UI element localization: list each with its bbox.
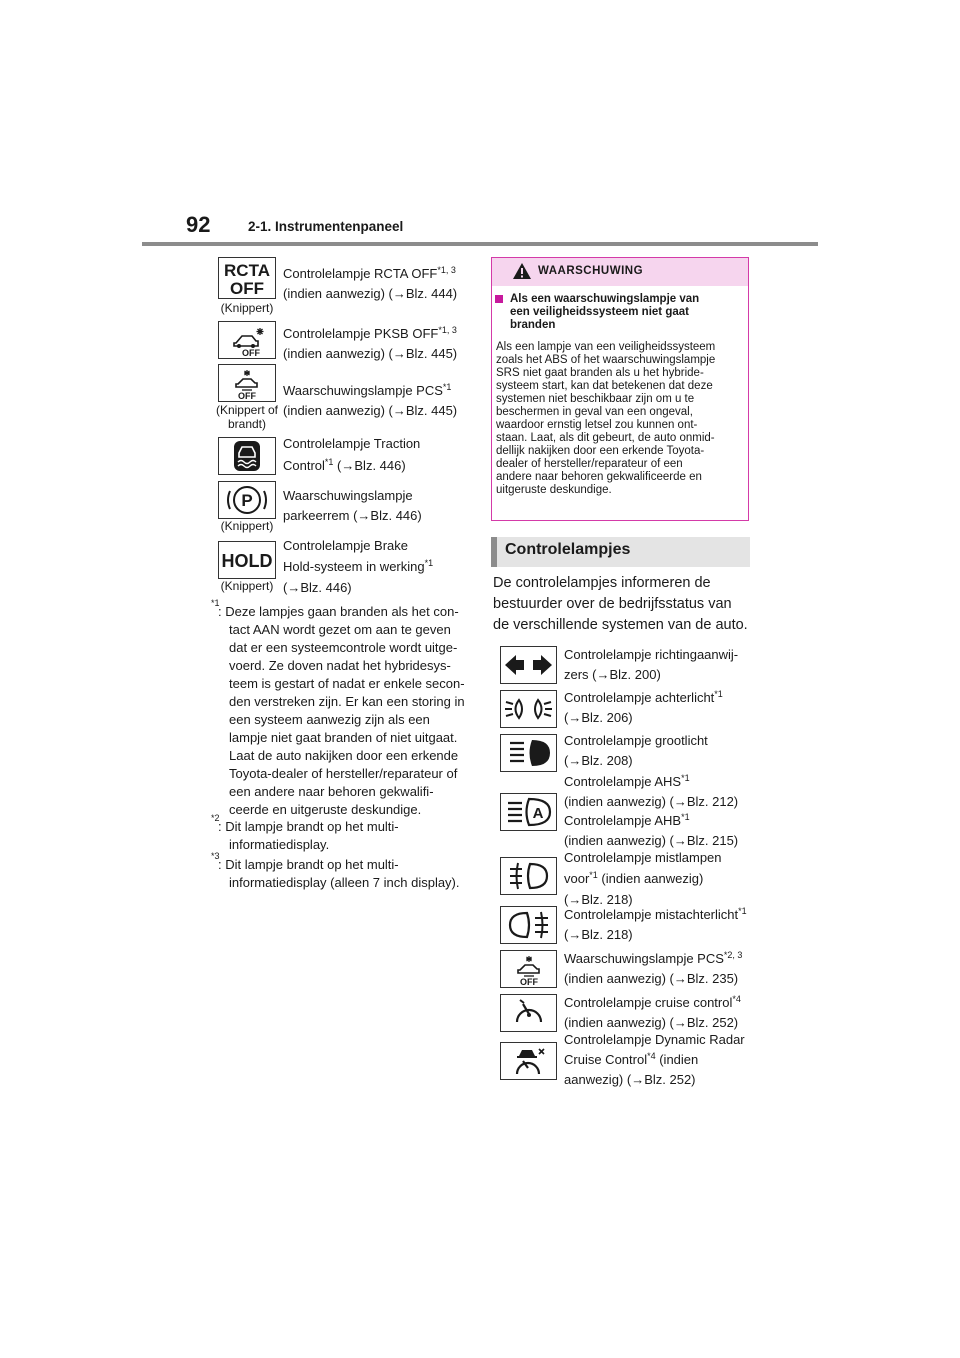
tail-light-icon <box>500 690 557 728</box>
controlelampjes-heading <box>491 537 750 567</box>
svg-text:OFF: OFF <box>242 348 260 357</box>
rcta-note: (Knippert) <box>220 301 274 315</box>
warning-heading: Als een waarschuwingslampje van een veiligheidssysteem niet gaat branden <box>510 293 700 331</box>
footnote-2: *2 : Dit lampje brandt op het multi- informatiedisplay. <box>211 813 399 852</box>
warning-bullet <box>495 295 503 303</box>
pcs-2-description: Waarschuwingslampje PCS$^{*2, 3}$ (indien aanwezig) (→Blz. 235) <box>564 950 743 986</box>
cruise-control-description: Controlelampje cruise control$^{*4}$ (indien aanwezig) (→Blz. 252) <box>564 994 741 1030</box>
radar-cruise-description: Controlelampje Dynamic Radar Cruise Control$^{*4}$ (indien aanwezig) (→Blz. 252) <box>564 1032 745 1087</box>
front-fog-description: Controlelampje mistlampen voor$^{*1}$ (indien aanwezig) (→Blz. 218) <box>564 850 722 907</box>
pcs-off-icon-2 <box>500 950 557 988</box>
radar-cruise-icon <box>500 1042 557 1080</box>
ahs-ahb-icon <box>500 793 557 831</box>
high-beam-description: Controlelampje grootlicht (→Blz. 208) <box>564 733 708 768</box>
rcta-off-icon <box>218 257 276 299</box>
warning-triangle-icon <box>512 262 532 280</box>
footnote-3: *3 : Dit lampje brandt op het multi- informatiedisplay (alleen 7 inch display). <box>211 851 460 890</box>
heading-accent <box>491 537 497 567</box>
footnote-1: *1 : Deze lampjes gaan branden als het con- tact AAN wordt gezet om aan te geven dat er een systeemcontrole wordt uitge- voerd. Ze doven nadat het hybridesys- teem is gestart of nadat er enkele secon- den verstreken zijn. Er kan een storing in een systeem aanwezig zijn als een lampje niet gaat branden of niet uitgaat. Laat de auto nakijken door een erkende Toyota-dealer of hersteller/reparateur of een andere naar behoren gekwalifi- ceerde en uitgeruste deskundige. <box>211 598 465 817</box>
traction-description: Controlelampje Traction Control$^{*1}$ (→Blz. 446) <box>283 436 421 473</box>
svg-text:OFF: OFF <box>230 279 264 297</box>
svg-text:OFF: OFF <box>520 977 538 986</box>
high-beam-icon <box>500 734 557 772</box>
brake-hold-icon <box>218 541 276 579</box>
turn-signal-description: Controlelampje richtingaanwij- zers (→Blz. 200) <box>564 647 739 682</box>
svg-text:P: P <box>241 491 253 510</box>
warning-body: Als een lampje van een veiligheidssysteem zoals het ABS of het waarschuwingslampje SRS niet gaat branden als u het hybride- systeem start, kan dat betekenen dat deze systemen niet beschikbaar zijn om u te beschermen in geval van een ongeval, waardoor ernstig letsel zou kunnen ont- staan. Laat, als dit gebeurt, de auto onmid- dellijk nakijken door een erkende Toyota- dealer of hersteller/reparateur of een andere naar behoren gekwalificeerde en uitgeruste deskundige. <box>496 341 716 496</box>
tail-light-description: Controlelampje achterlicht$^{*1}$ (→Blz. 206) <box>564 689 723 725</box>
pksb-description: Controlelampje PKSB OFF$^{*1, 3}$ (indien aanwezig) (→Blz. 445) <box>283 325 458 361</box>
pksb-off-icon <box>218 321 276 359</box>
page-number: 92 <box>186 212 211 237</box>
parking-brake-note: (Knippert) <box>220 519 274 533</box>
svg-text:A: A <box>532 805 544 822</box>
intro-text: De controlelampjes informeren de bestuurder over de bedrijfsstatus van de verschillende systemen van de auto. <box>493 575 748 633</box>
brake-hold-description: Controlelampje Brake Hold-systeem in werking$^{*1}$ (→Blz. 446) <box>283 538 434 595</box>
front-fog-icon <box>500 857 557 895</box>
warning-header <box>492 258 748 286</box>
heading-text: Controlelampjes <box>505 541 631 558</box>
warning-box <box>491 257 749 521</box>
svg-text:RCTA: RCTA <box>224 261 270 280</box>
rcta-description: Controlelampje RCTA OFF$^{*1, 3}$ (indien aanwezig) (→Blz. 444) <box>283 265 458 301</box>
header-rule <box>142 242 818 246</box>
warning-title: WAARSCHUWING <box>538 265 644 277</box>
ahs-ahb-description: Controlelampje AHS$^{*1}$ (indien aanwezig) (→Blz. 212) Controlelampje AHB$^{*1}$ (indien aanwezig) (→Blz. 215) <box>564 773 739 848</box>
pcs-off-icon <box>218 364 276 402</box>
traction-control-icon <box>218 437 276 475</box>
cruise-control-icon <box>500 994 557 1032</box>
turn-signal-icon <box>500 646 557 684</box>
rear-fog-icon <box>500 906 557 944</box>
pcs-description: Waarschuwingslampje PCS$^{*1}$ (indien aanwezig) (→Blz. 445) <box>283 382 458 418</box>
svg-text:HOLD: HOLD <box>221 551 273 571</box>
rear-fog-description: Controlelampje mistachterlicht$^{*1}$ (→Blz. 218) <box>564 906 747 942</box>
parking-brake-icon <box>218 481 276 519</box>
parking-brake-description: Waarschuwingslampje parkeerrem (→Blz. 446) <box>283 488 422 523</box>
brake-hold-note: (Knippert) <box>220 579 274 593</box>
pcs-note: (Knippert of brandt) <box>215 403 279 431</box>
section-title: 2-1. Instrumentenpaneel <box>248 219 404 234</box>
svg-text:OFF: OFF <box>238 391 256 400</box>
